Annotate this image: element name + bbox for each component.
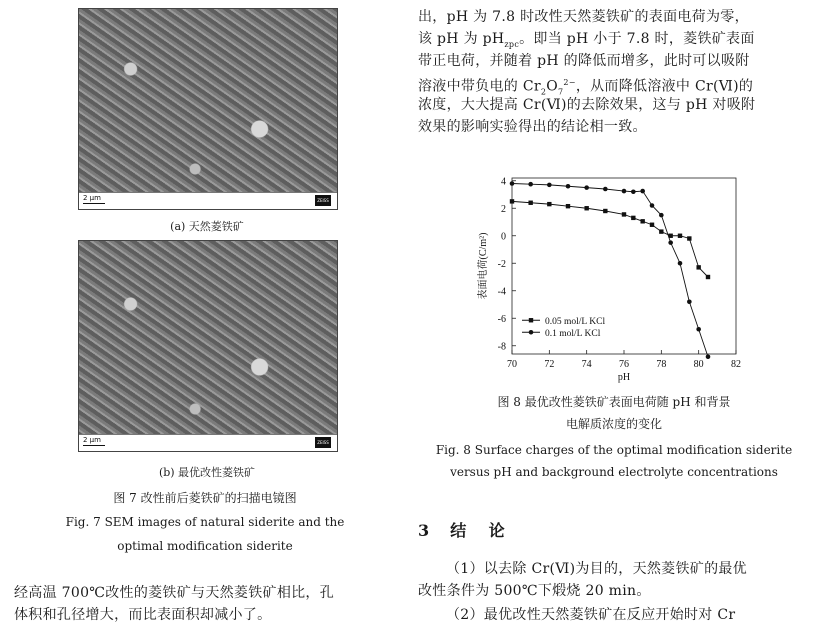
data-point [696, 327, 701, 332]
plot-frame [512, 178, 736, 354]
data-point [631, 189, 636, 194]
surface-charge-chart [470, 166, 760, 390]
data-point [659, 229, 663, 233]
sem-image-natural-siderite [78, 8, 338, 210]
sem-info-bar [79, 434, 337, 451]
data-point [687, 299, 692, 304]
data-point [603, 209, 607, 213]
data-point [584, 206, 588, 210]
series-1 [510, 199, 710, 279]
legend-marker [529, 318, 533, 322]
x-tick-label: 78 [656, 359, 667, 370]
data-point [547, 183, 552, 188]
sem-image-modified-siderite [78, 240, 338, 452]
right-body-line-4-post: ，从而降低溶液中 Cr(Ⅵ)的 [575, 78, 754, 95]
subcaption-a: (a) 天然菱铁矿 [170, 220, 244, 233]
y-axis-label: 表面电荷(C/m²) [478, 232, 489, 300]
right-body-line-3: 带正电荷，并随着 pH 的降低而增多，此时可以吸附 [418, 53, 750, 69]
data-point [687, 236, 691, 240]
chart-legend [522, 317, 605, 339]
x-tick-label: 74 [581, 359, 592, 370]
figure7-caption-zh: 图 7 改性前后菱铁矿的扫描电镜图 [113, 491, 297, 505]
x-tick-label: 72 [544, 359, 555, 370]
oxygen-symbol: O [546, 78, 559, 95]
data-point [668, 240, 673, 245]
data-point [584, 185, 589, 190]
series-line [512, 201, 708, 277]
right-body-line-5: 浓度，大大提高 Cr(Ⅵ)的去除效果，这与 pH 对吸附 [418, 97, 756, 113]
legend-label: 0.1 mol/L KCl [545, 328, 601, 339]
left-body-line-1: 经高温 700℃改性的菱铁矿与天然菱铁矿相比，孔 [14, 585, 335, 601]
data-point [510, 181, 515, 186]
chart-axes [476, 176, 741, 383]
conclusion-1-line-2: 改性条件为 500℃下煅烧 20 min。 [418, 583, 651, 599]
scale-bar-label: 2 μm [83, 194, 101, 202]
charge-superscript: 2− [563, 78, 576, 87]
right-body-line-1: 出，pH 为 7.8 时改性天然菱铁矿的表面电荷为零， [418, 9, 749, 25]
data-point [510, 199, 514, 203]
data-point [528, 201, 532, 205]
left-body-line-2: 体积和孔径增大，而比表面积却减小了。 [14, 607, 272, 623]
y-tick-label: -8 [497, 341, 506, 353]
x-axis-label: pH [617, 372, 631, 383]
zpc-subscript: zpc [504, 39, 520, 49]
sem-info-bar [79, 192, 337, 209]
y-tick-label: 0 [501, 231, 506, 243]
right-body-line-4-pre: 溶液中带负电的 Cr [418, 78, 541, 95]
data-point [678, 234, 682, 238]
y-tick-label: 4 [501, 176, 506, 188]
data-point [631, 216, 635, 220]
data-point [650, 203, 655, 208]
data-point [566, 204, 570, 208]
data-point [650, 223, 654, 227]
series-line [512, 184, 708, 357]
x-tick-label: 76 [619, 359, 629, 370]
figure8-caption-en-2: versus pH and background electrolyte concentrations [450, 465, 778, 479]
y-tick-label: 2 [501, 203, 506, 215]
data-point [640, 219, 644, 223]
data-point [640, 189, 645, 194]
figure8-caption-zh-2: 电解质浓度的变化 [565, 417, 662, 431]
data-point [622, 212, 626, 216]
data-point [706, 275, 710, 279]
data-point [622, 189, 627, 194]
legend-label: 0.05 mol/L KCl [545, 316, 606, 327]
right-body-line-2-pre: 该 pH 为 pH [418, 31, 505, 47]
x-tick-label: 80 [693, 359, 704, 370]
data-point [528, 182, 533, 187]
data-point [547, 202, 551, 206]
scale-bar [83, 203, 105, 204]
legend-marker [529, 330, 534, 335]
conclusion-2-line-1: （2）最优改性天然菱铁矿在反应开始时对 Cr [446, 607, 736, 623]
right-body-line-6: 效果的影响实验得出的结论相一致。 [418, 119, 647, 135]
scale-bar [83, 445, 105, 446]
right-body-line-2-post: 。即当 pH 小于 7.8 时，菱铁矿表面 [519, 31, 755, 47]
y-tick-label: -6 [497, 313, 506, 325]
zeiss-logo: ZEISS [315, 195, 331, 206]
subcaption-b: (b) 最优改性菱铁矿 [158, 466, 256, 479]
figure8-caption-en-1: Fig. 8 Surface charges of the optimal modification siderite [435, 443, 793, 457]
data-point [659, 213, 664, 218]
conclusion-1-line-1: （1）以去除 Cr(Ⅵ)为目的，天然菱铁矿的最优 [446, 561, 747, 577]
scale-bar-label: 2 μm [83, 436, 101, 444]
y-tick-label: -2 [497, 258, 506, 270]
data-point [696, 265, 700, 269]
section-number: 3 [418, 521, 430, 540]
cr-subscript: 2 [540, 87, 547, 97]
o-subscript: 7 [558, 87, 564, 97]
figure7-caption-en-1: Fig. 7 SEM images of natural siderite and the [65, 515, 345, 529]
x-tick-label: 82 [731, 359, 741, 370]
x-tick-label: 70 [507, 359, 517, 370]
section-title: 结 论 [450, 521, 505, 540]
zeiss-logo: ZEISS [315, 437, 331, 448]
section-heading [418, 518, 505, 541]
data-point [678, 261, 683, 266]
figure8-caption-zh-1: 图 8 最优改性菱铁矿表面电荷随 pH 和背景 [497, 395, 731, 409]
data-point [603, 187, 608, 192]
data-point [566, 184, 571, 189]
figure7-caption-en-2: optimal modification siderite [117, 539, 293, 553]
data-point [706, 354, 711, 359]
y-tick-label: -4 [497, 286, 506, 298]
